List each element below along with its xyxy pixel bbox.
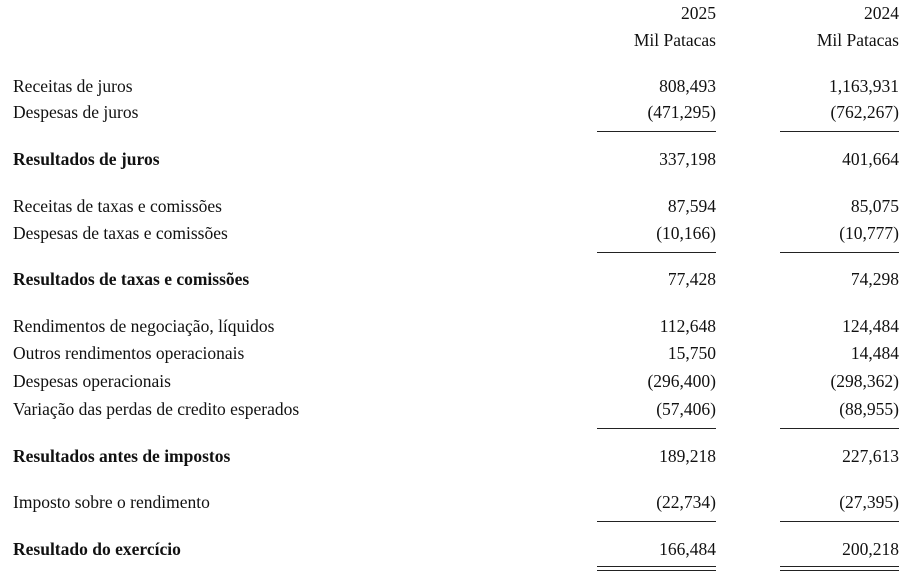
row-value-2025: (296,400) — [647, 371, 716, 391]
row-value-2024: (27,395) — [839, 492, 899, 512]
row-value-2025: (22,734) — [656, 492, 716, 512]
column-2025-unit: Mil Patacas — [633, 30, 716, 50]
row-label-resultado-exercicio: Resultado do exercício — [13, 539, 181, 559]
row-value-2024: 74,298 — [850, 269, 899, 289]
row-value-2025: 112,648 — [659, 316, 716, 336]
row-value-2024: (298,362) — [830, 371, 899, 391]
row-value-2025: 15,750 — [667, 343, 716, 363]
row-value-2025: 77,428 — [667, 269, 716, 289]
subtotal-rule — [780, 131, 899, 132]
subtotal-rule — [597, 521, 716, 522]
row-value-2024: (762,267) — [830, 102, 899, 122]
row-value-2024: 401,664 — [842, 149, 899, 169]
row-label-despesas-operacionais: Despesas operacionais — [13, 371, 171, 391]
subtotal-rule — [597, 131, 716, 132]
row-label-despesas-taxas: Despesas de taxas e comissões — [13, 223, 228, 243]
row-value-2024: 1,163,931 — [829, 76, 899, 96]
column-2024-year: 2024 — [864, 3, 899, 23]
row-value-2024: (88,955) — [839, 399, 899, 419]
row-value-2025: 87,594 — [667, 196, 716, 216]
row-label-variacao-perdas: Variação das perdas de credito esperados — [13, 399, 300, 419]
row-value-2024: 124,484 — [842, 316, 899, 336]
row-value-2025: 189,218 — [659, 446, 716, 466]
subtotal-rule — [597, 252, 716, 253]
row-label-despesas-juros: Despesas de juros — [13, 102, 139, 122]
row-value-2025: 808,493 — [659, 76, 716, 96]
total-double-rule — [780, 566, 899, 571]
subtotal-rule — [780, 428, 899, 429]
row-label-receitas-juros: Receitas de juros — [13, 76, 133, 96]
row-label-resultados-juros: Resultados de juros — [13, 149, 160, 169]
row-label-rendimentos-negociacao: Rendimentos de negociação, líquidos — [13, 316, 275, 336]
row-value-2025: (471,295) — [647, 102, 716, 122]
row-label-resultados-taxas: Resultados de taxas e comissões — [13, 269, 250, 289]
row-label-imposto-rendimento: Imposto sobre o rendimento — [13, 492, 210, 512]
subtotal-rule — [780, 521, 899, 522]
row-value-2025: 337,198 — [659, 149, 716, 169]
subtotal-rule — [597, 428, 716, 429]
row-label-outros-rendimentos: Outros rendimentos operacionais — [13, 343, 245, 363]
row-value-2024: 85,075 — [850, 196, 899, 216]
subtotal-rule — [780, 252, 899, 253]
column-2025-year: 2025 — [681, 3, 716, 23]
row-value-2024: 227,613 — [842, 446, 899, 466]
row-label-receitas-taxas: Receitas de taxas e comissões — [13, 196, 222, 216]
row-label-resultados-antes-impostos: Resultados antes de impostos — [13, 446, 231, 466]
column-2024-unit: Mil Patacas — [816, 30, 899, 50]
row-value-2024: 200,218 — [842, 539, 899, 559]
row-value-2024: (10,777) — [839, 223, 899, 243]
row-value-2025: 166,484 — [659, 539, 716, 559]
total-double-rule — [597, 566, 716, 571]
row-value-2024: 14,484 — [850, 343, 899, 363]
row-value-2025: (57,406) — [656, 399, 716, 419]
row-value-2025: (10,166) — [656, 223, 716, 243]
